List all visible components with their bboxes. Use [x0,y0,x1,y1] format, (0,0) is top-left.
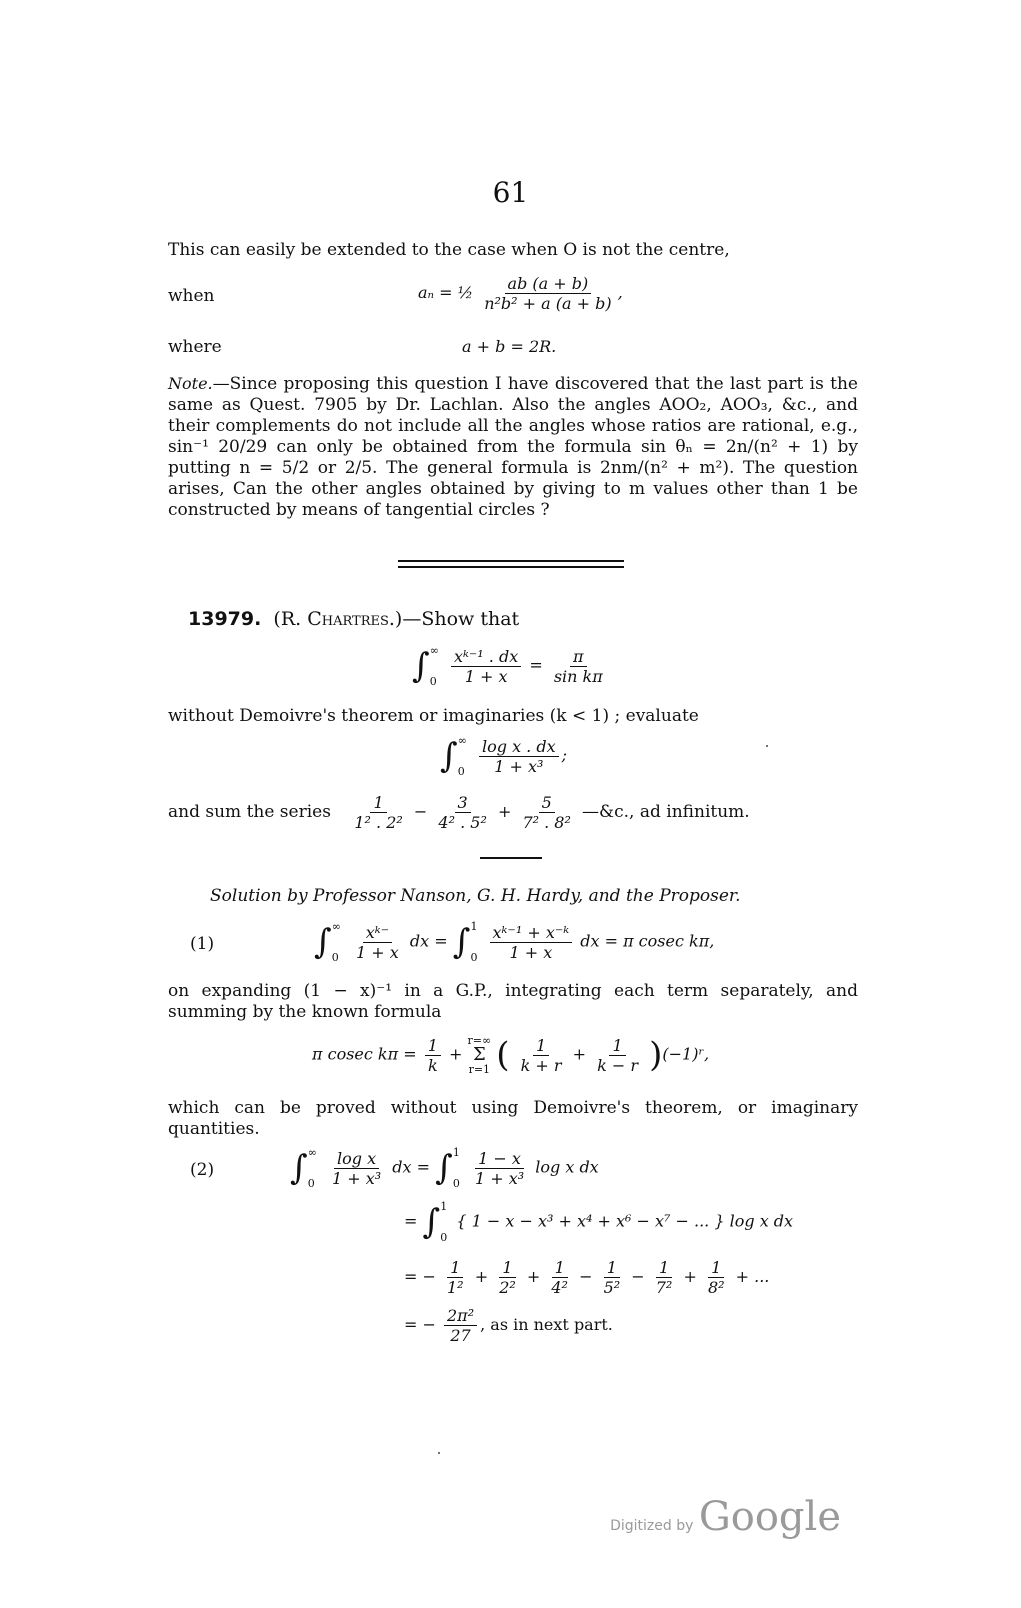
question-number: 13979. [188,608,262,630]
formula-part-2-line-4: = − $\frac{\text{2π²}}{27}$ , as in next part. [404,1306,613,1345]
formula-integral-1: ∫ ∞ 0 $\frac{\text{xᵏ⁻¹ . dx}}{1 + x}$ = $\frac{\pi}{\text{sin kπ}}$ [412,644,603,688]
question-author: (R. Chartres.) [273,608,403,630]
series-term: $\frac{5}{\text{7² . 8²}}$ [522,793,571,832]
question-header [188,608,519,630]
short-divider [480,857,542,859]
page-number: 61 [492,176,529,209]
solution-heading: Solution by Professor Nanson, G. H. Hardy, and the Proposer. [210,886,741,906]
note-lead: Note. [168,374,213,393]
formula-part-1: ∫ ∞ 0 $\frac{\text{xᵏ⁻}}{1 + x}$ dx = ∫ 1 0 $\frac{\text{xᵏ⁻¹ + x⁻ᵏ}}{1 + x}$ dx = π cosec kπ, [314,920,715,964]
intro-text: This can easily be extended to the case when O is not the centre, [168,240,730,260]
formula-part-2-line-3: = − $\frac{1}{\text{1²}}$ + $\frac{1}{\text{2²}}$ + $\frac{1}{\text{4²}}$ − $\frac{1}{\text{5²}}$ − $\frac{1}{\text{7²}}$ + $\frac{1}{\text{8²}}$ + ... [404,1258,770,1297]
part-1-label: (1) [190,934,215,954]
formula-part-2-line-2: = ∫ 1 0 { 1 − x − x³ + x⁴ + x⁶ − x⁷ − ... } log x dx [404,1200,794,1244]
section-divider-bottom [398,566,624,568]
question-text-2: without Demoivre's theorem or imaginaries (k < 1) ; evaluate [168,706,699,726]
note-paragraph [168,373,858,521]
when-formula: aₙ = ½ $\frac{ab (a + b)}{\text{n²b² + a (a + b)}}$ , [418,274,623,313]
series-term: $\frac{1}{\text{1² . 2²}}$ [354,793,403,832]
when-label: when [168,286,215,306]
speck [438,1452,440,1454]
formula-cosec: π cosec kπ = $\frac{1}{k}$ + r=∞ Σ r=1 ( $\frac{1}{k + r}$ + $\frac{1}{k - r}$ )(−1)ʳ, [312,1034,710,1076]
note-text: —Since proposing this question I have discovered that the last part is the same as Quest. 7905 by Dr. Lachlan. Also the angles AOO₂, AOO₃, &c., and their complements do not include all the angles whose ratios are rational, e.g., sin⁻¹ 20/29 can only be obtained from the formula sin θₙ = 2n/(n² + 1) by putting n = 5/2 or 2/5. The general formula is 2nm/(n² + m²). The question arises, Can the other angles obtained by giving to m values other than 1 be constructed by means of tangential circles ? [168,374,858,520]
section-divider-top [398,560,624,562]
digitized-watermark: Digitized by Google [610,1494,841,1540]
formula-part-2-line-1: ∫ ∞ 0 $\frac{\text{log x}}{\text{1 + x³}}$ dx = ∫ 1 0 $\frac{1 - x}{\text{1 + x³}}$ log x dx [290,1146,599,1190]
formula-integral-2: ∫ ∞ 0 $\frac{\text{log x . dx}}{\text{1 + x³}}$ ; [440,734,567,778]
series-term: $\frac{3}{\text{4² . 5²}}$ [438,793,487,832]
part-2-label: (2) [190,1160,215,1180]
solution-text-1: on expanding (1 − x)⁻¹ in a G.P., integrating each term separately, and summing by the known formula [168,981,858,1022]
series-tail: —&c., ad infinitum. [582,802,750,822]
question-prompt: —Show that [402,608,520,630]
where-formula: a + b = 2R. [462,337,557,356]
series-line: and sum the series $\frac{1}{\text{1² . 2²}}$ − $\frac{3}{\text{4² . 5²}}$ + $\frac{5}{\text{7² . 8²}}$ —&c., ad infinitum. [168,793,750,832]
where-label: where [168,337,222,357]
series-label: and sum the series [168,802,331,822]
speck [766,745,768,747]
solution-text-2: which can be proved without using Demoivre's theorem, or imaginary quantities. [168,1098,858,1139]
